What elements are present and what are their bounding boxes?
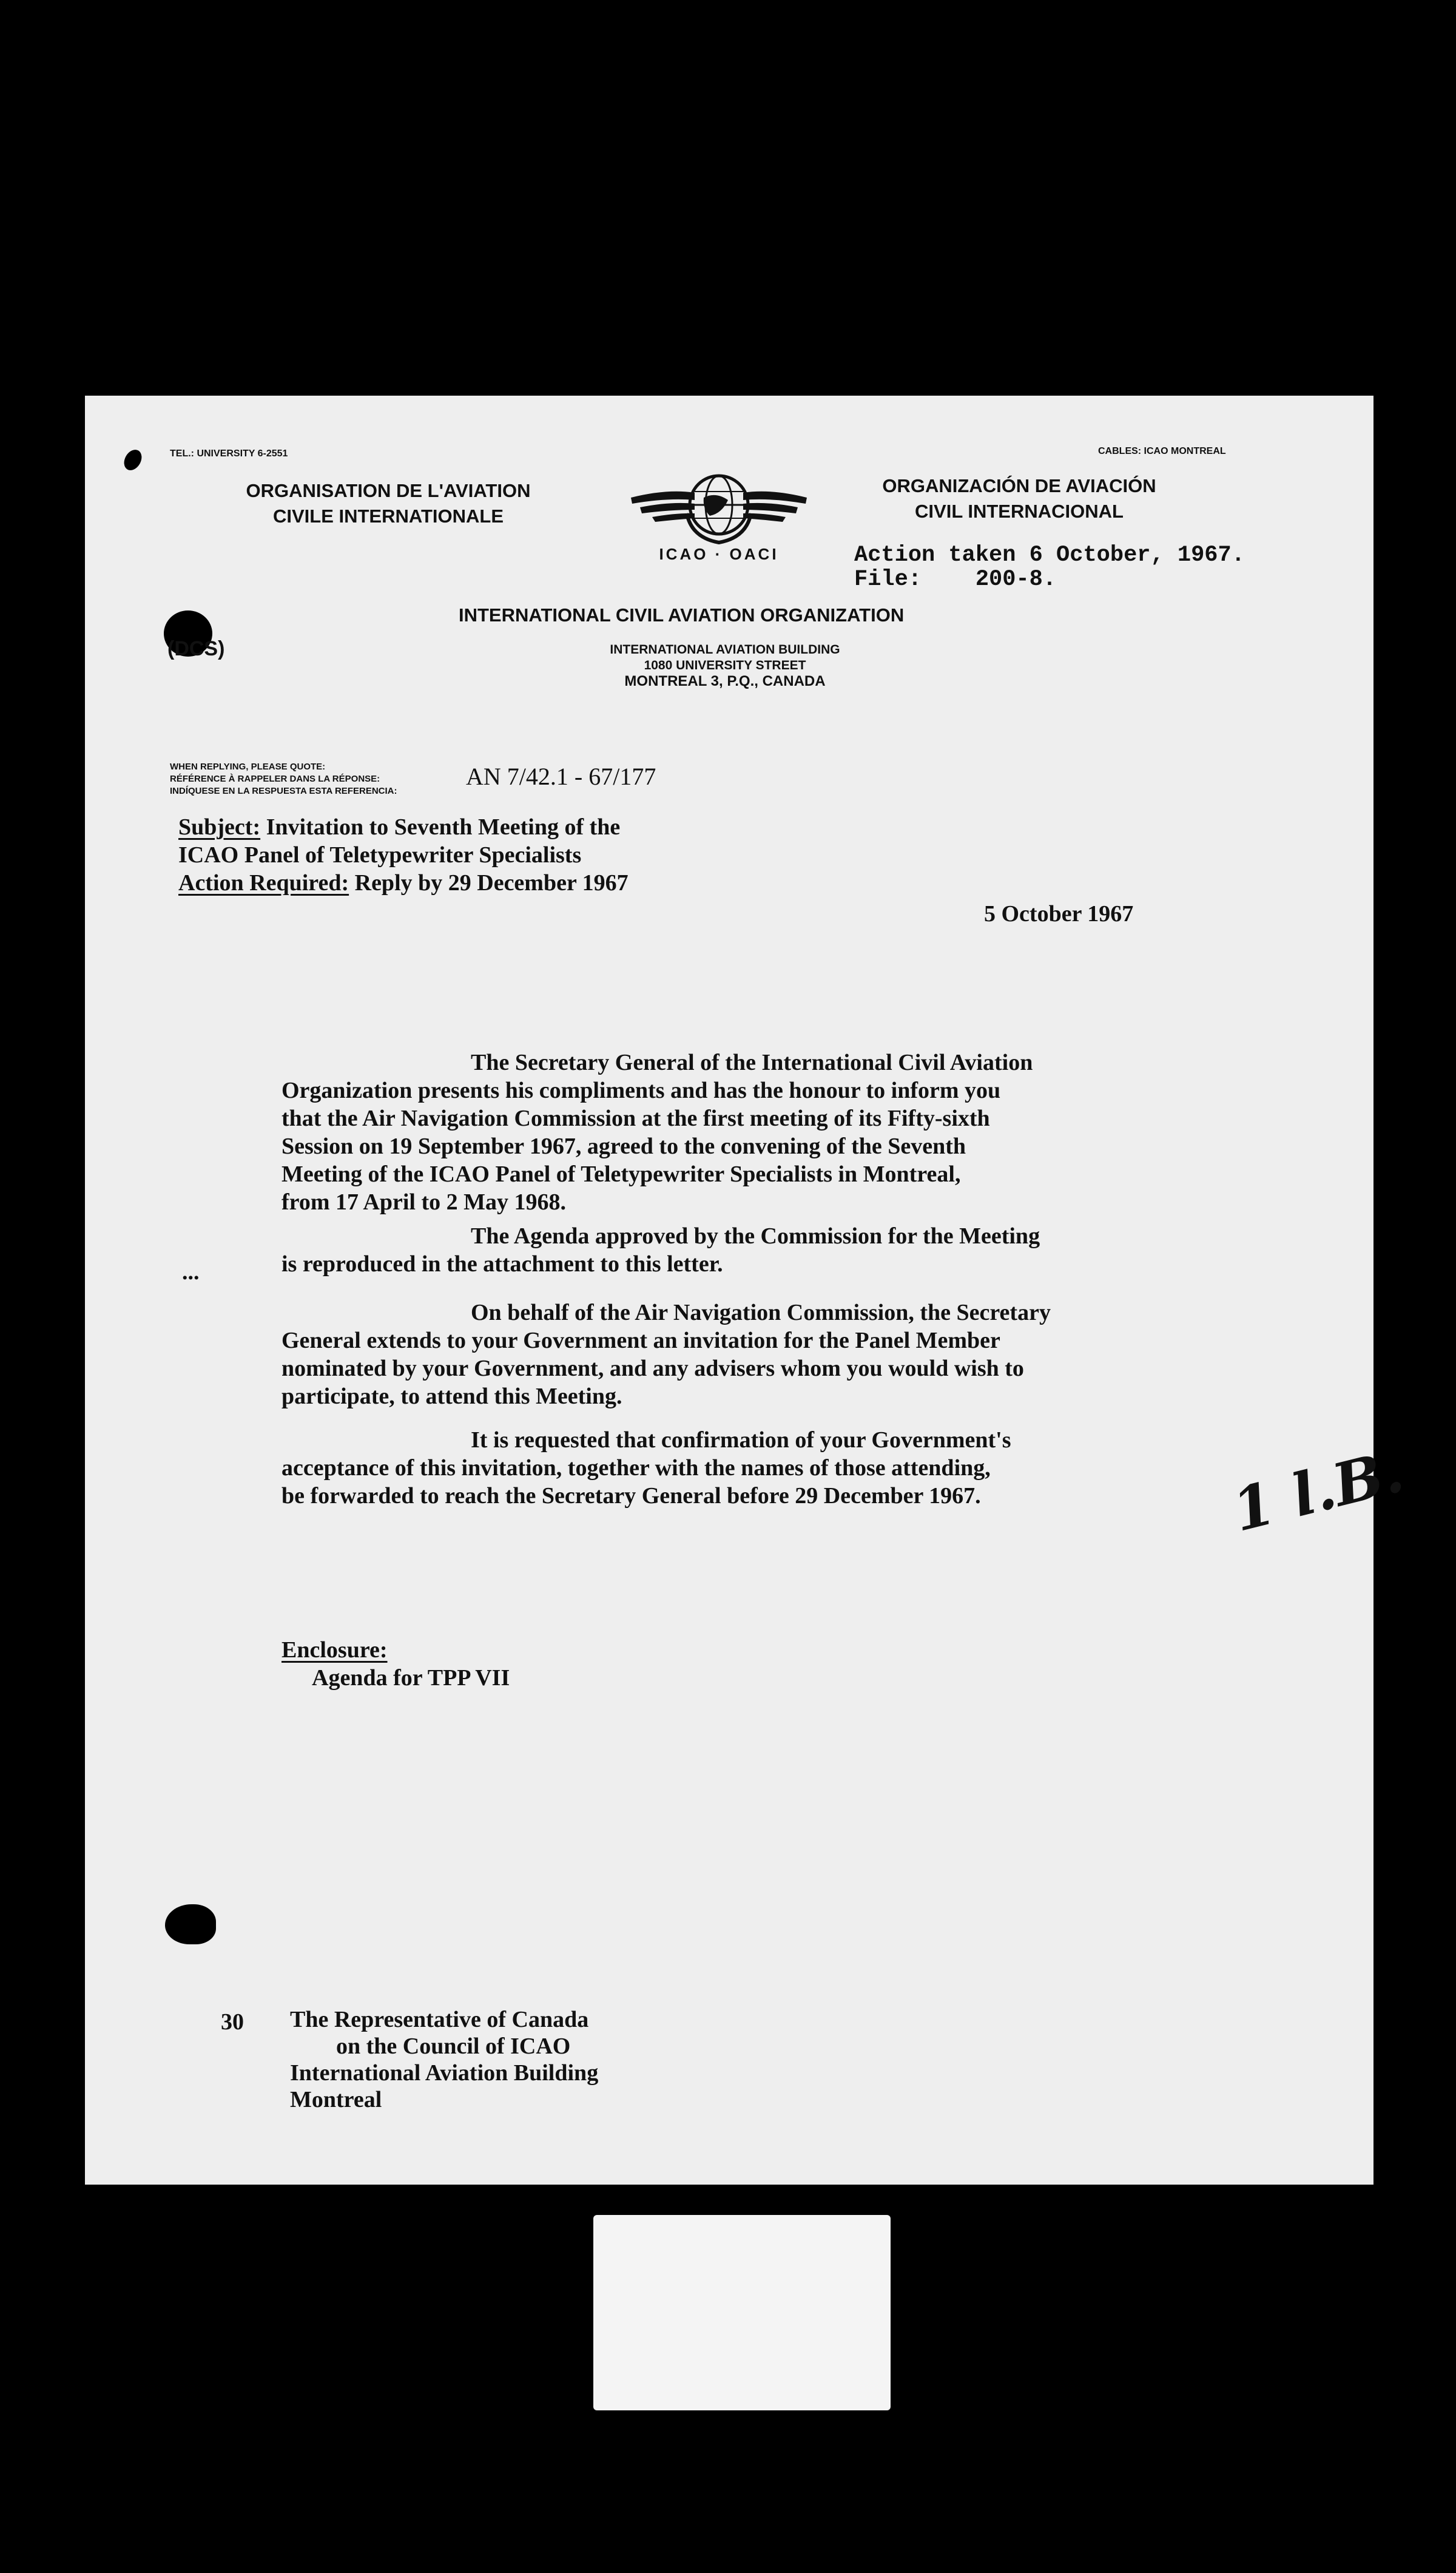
letter-date: 5 October 1967 <box>984 901 1134 927</box>
action-taken-note: Action taken 6 October, 1967. <box>854 543 1245 568</box>
paragraph-3-line: participate, to attend this Meeting. <box>281 1384 622 1409</box>
icao-emblem <box>619 455 819 576</box>
reference-quote-es: INDÍQUESE EN LA RESPUESTA ESTA REFERENCIA: <box>170 786 397 796</box>
file-note: File: 200-8. <box>854 567 1057 592</box>
org-name-english: INTERNATIONAL CIVIL AVIATION ORGANIZATION <box>459 604 905 626</box>
paragraph-1-line: Organization presents his compliments and has the honour to inform you <box>281 1078 1001 1103</box>
paragraph-1-line: The Secretary General of the International Civil Aviation <box>471 1050 1033 1075</box>
org-name-french <box>224 479 552 528</box>
paragraph-3 <box>281 1299 1228 1410</box>
paragraph-2 <box>281 1222 1228 1278</box>
reference-number: AN 7/42.1 - 67/177 <box>466 763 656 790</box>
enclosure-block <box>281 1636 510 1692</box>
org-name-spanish-line1: ORGANIZACIÓN DE AVIACIÓN <box>882 475 1156 496</box>
addressee-line: International Aviation Building <box>290 2060 599 2086</box>
paragraph-2-line: is reproduced in the attachment to this letter. <box>281 1251 723 1277</box>
subject-label: Subject: <box>178 814 261 840</box>
paragraph-1-line: Session on 19 September 1967, agreed to the convening of the Seventh <box>281 1134 966 1159</box>
addressee-number: 30 <box>221 2009 244 2035</box>
cables-line: CABLES: ICAO MONTREAL <box>1098 446 1226 456</box>
telephone-line: TEL.: UNIVERSITY 6-2551 <box>170 448 288 459</box>
paragraph-3-line: nominated by your Government, and any advisers whom you would wish to <box>281 1356 1024 1381</box>
org-name-french-line1: ORGANISATION DE L'AVIATION <box>246 480 531 501</box>
paragraph-1-line: Meeting of the ICAO Panel of Teletypewriter Specialists in Montreal, <box>281 1161 961 1187</box>
subject-line1: Invitation to Seventh Meeting of the <box>266 814 621 840</box>
addressee-line: Montreal <box>290 2087 382 2112</box>
enclosure-item: Agenda for TPP VII <box>312 1665 510 1691</box>
paragraph-3-line: On behalf of the Air Navigation Commission, the Secretary <box>471 1300 1051 1325</box>
address-block <box>546 642 904 689</box>
paragraph-1 <box>281 1049 1228 1216</box>
addressee-line: The Representative of Canada <box>290 2007 589 2032</box>
action-required-label: Action Required: <box>178 870 349 896</box>
reference-quote-fr: RÉFÉRENCE À RAPPELER DANS LA RÉPONSE: <box>170 774 380 784</box>
org-name-spanish-line2: CIVIL INTERNACIONAL <box>915 501 1124 522</box>
enclosure-label: Enclosure: <box>281 1637 388 1663</box>
handwritten-initials: 1 l.B. <box>1225 1436 1410 1545</box>
reference-quote-en: WHEN REPLYING, PLEASE QUOTE: <box>170 762 326 772</box>
paragraph-4 <box>281 1426 1228 1510</box>
subject-block <box>178 813 629 897</box>
paragraph-4-line: be forwarded to reach the Secretary General before 29 December 1967. <box>281 1483 981 1509</box>
address-line1: INTERNATIONAL AVIATION BUILDING <box>610 643 840 657</box>
paragraph-4-line: acceptance of this invitation, together with the names of those attending, <box>281 1455 991 1481</box>
margin-mark: ... <box>182 1259 200 1285</box>
address-line2: 1080 UNIVERSITY STREET <box>644 658 806 672</box>
addressee-block <box>290 2006 598 2113</box>
blank-label-slip <box>593 2215 891 2410</box>
dcs-mark: (DCS) <box>167 637 225 660</box>
addressee-line: on the Council of ICAO <box>336 2034 571 2059</box>
paragraph-4-line: It is requested that confirmation of your Government's <box>471 1427 1011 1453</box>
paragraph-1-line: that the Air Navigation Commission at the first meeting of its Fifty-sixth <box>281 1106 990 1131</box>
ink-blot-bottom <box>165 1904 216 1944</box>
reference-instructions <box>170 761 397 797</box>
org-name-spanish <box>849 475 1189 523</box>
action-required-text: Reply by 29 December 1967 <box>354 870 629 896</box>
paragraph-3-line: General extends to your Government an invitation for the Panel Member <box>281 1328 1000 1353</box>
paragraph-2-line: The Agenda approved by the Commission for the Meeting <box>471 1223 1040 1249</box>
paragraph-1-line: from 17 April to 2 May 1968. <box>281 1189 566 1215</box>
address-line3: MONTREAL 3, P.Q., CANADA <box>624 673 826 689</box>
emblem-lettering: ICAO · OACI <box>659 545 779 563</box>
subject-line2: ICAO Panel of Teletypewriter Specialists <box>178 842 582 868</box>
org-name-french-line2: CIVILE INTERNATIONALE <box>272 505 504 527</box>
